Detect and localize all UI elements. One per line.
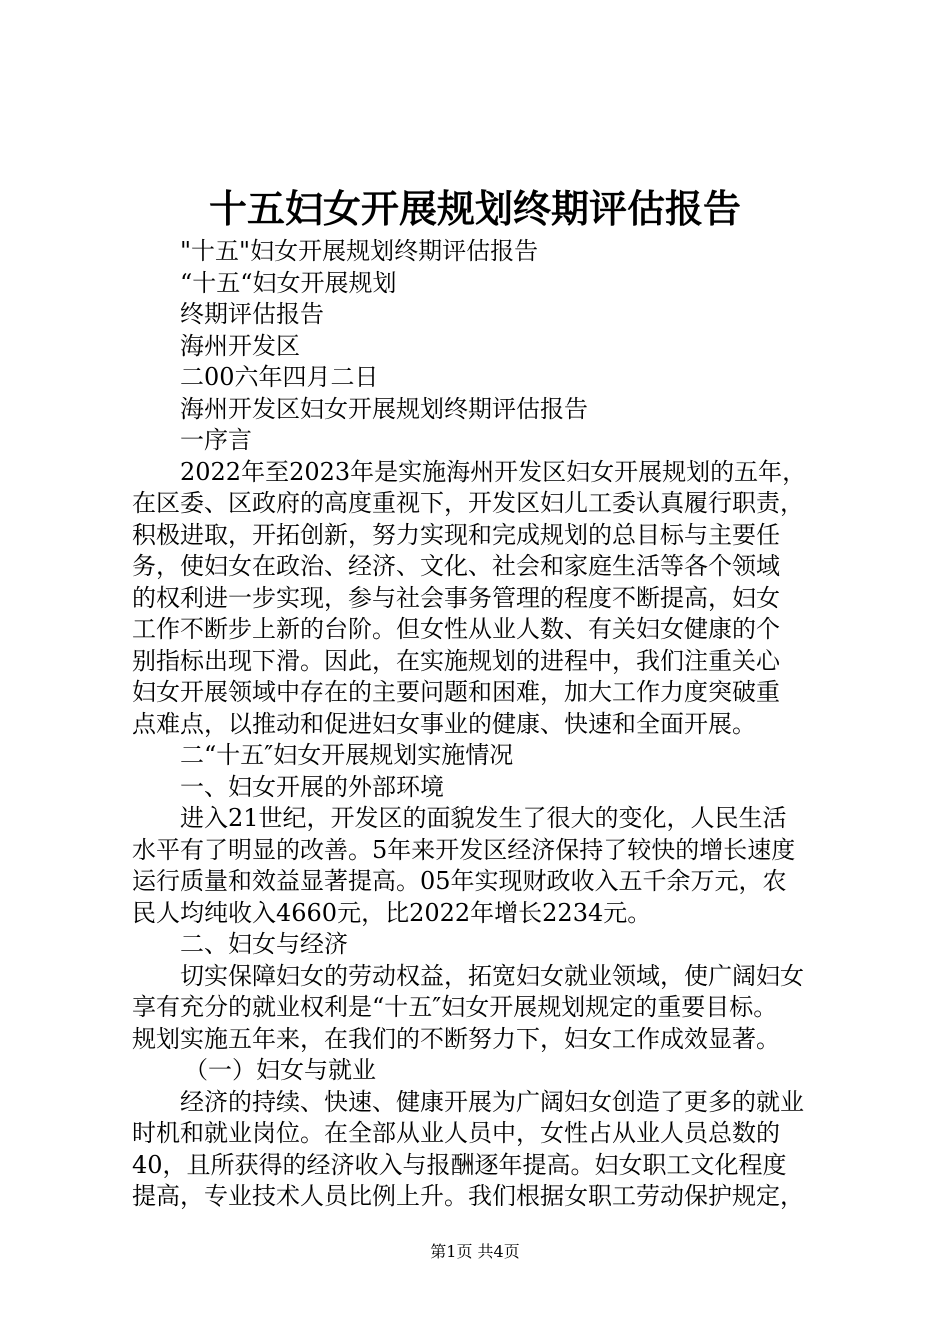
text-line: 切实保障妇女的劳动权益，拓宽妇女就业领域，使广阔妇女 (180, 962, 804, 990)
section-heading: 二“十五″妇女开展规划实施情况 (180, 741, 514, 769)
text-line: 运行质量和效益显著提高。05年实现财政收入五千余万元，农 (132, 867, 787, 895)
document-title: 十五妇女开展规划终期评估报告 (208, 186, 741, 231)
text-line: 积极进取，开拓创新，努力实现和完成规划的总目标与主要任 (132, 521, 780, 549)
text-line: 务，使妇女在政治、经济、文化、社会和家庭生活等各个领域 (132, 552, 780, 580)
text-line: 经济的持续、快速、健康开展为广阔妇女创造了更多的就业 (180, 1088, 804, 1116)
text-line: 二00六年四月二日 (180, 363, 379, 391)
text-line: 时机和就业岗位。在全部从业人员中，女性占从业人员总数的 (132, 1119, 780, 1147)
text-line: 进入21世纪，开发区的面貌发生了很大的变化，人民生活 (180, 804, 787, 832)
section-heading: 二、妇女与经济 (180, 930, 348, 958)
text-line: 海州开发区 (180, 332, 300, 360)
text-line: 水平有了明显的改善。5年来开发区经济保持了较快的增长速度 (132, 836, 796, 864)
text-line: 终期评估报告 (180, 300, 324, 328)
text-line: 享有充分的就业权利是“十五″妇女开展规划规定的重要目标。 (132, 993, 778, 1021)
text-line: 工作不断步上新的台阶。但女性从业人数、有关妇女健康的个 (132, 615, 780, 643)
text-line: 民人均纯收入4660元，比2022年增长2234元。 (132, 899, 652, 927)
text-line: 海州开发区妇女开展规划终期评估报告 (180, 395, 588, 423)
section-heading: 一、妇女开展的外部环境 (180, 773, 444, 801)
text-line: 点难点，以推动和促进妇女事业的健康、快速和全面开展。 (132, 710, 756, 738)
text-line: 的权利进一步实现，参与社会事务管理的程度不断提高，妇女 (132, 584, 780, 612)
text-line: 40，且所获得的经济收入与报酬逐年提高。妇女职工文化程度 (132, 1151, 787, 1179)
section-heading: （一）妇女与就业 (184, 1056, 376, 1084)
text-line: 妇女开展领域中存在的主要问题和困难，加大工作力度突破重 (132, 678, 780, 706)
text-line: "十五"妇女开展规划终期评估报告 (180, 237, 539, 265)
text-line: 别指标出现下滑。因此，在实施规划的进程中，我们注重关心 (132, 647, 780, 675)
text-line: “十五“妇女开展规划 (180, 269, 397, 297)
page-footer: 第1页 共4页 (430, 1242, 520, 1261)
section-heading: 一序言 (180, 426, 252, 454)
text-line: 提高，专业技术人员比例上升。我们根据女职工劳动保护规定， (132, 1182, 804, 1210)
text-line: 规划实施五年来，在我们的不断努力下，妇女工作成效显著。 (132, 1025, 780, 1053)
text-line: 在区委、区政府的高度重视下，开发区妇儿工委认真履行职责， (132, 489, 804, 517)
text-line: 2022年至2023年是实施海州开发区妇女开展规划的五年， (180, 458, 807, 486)
